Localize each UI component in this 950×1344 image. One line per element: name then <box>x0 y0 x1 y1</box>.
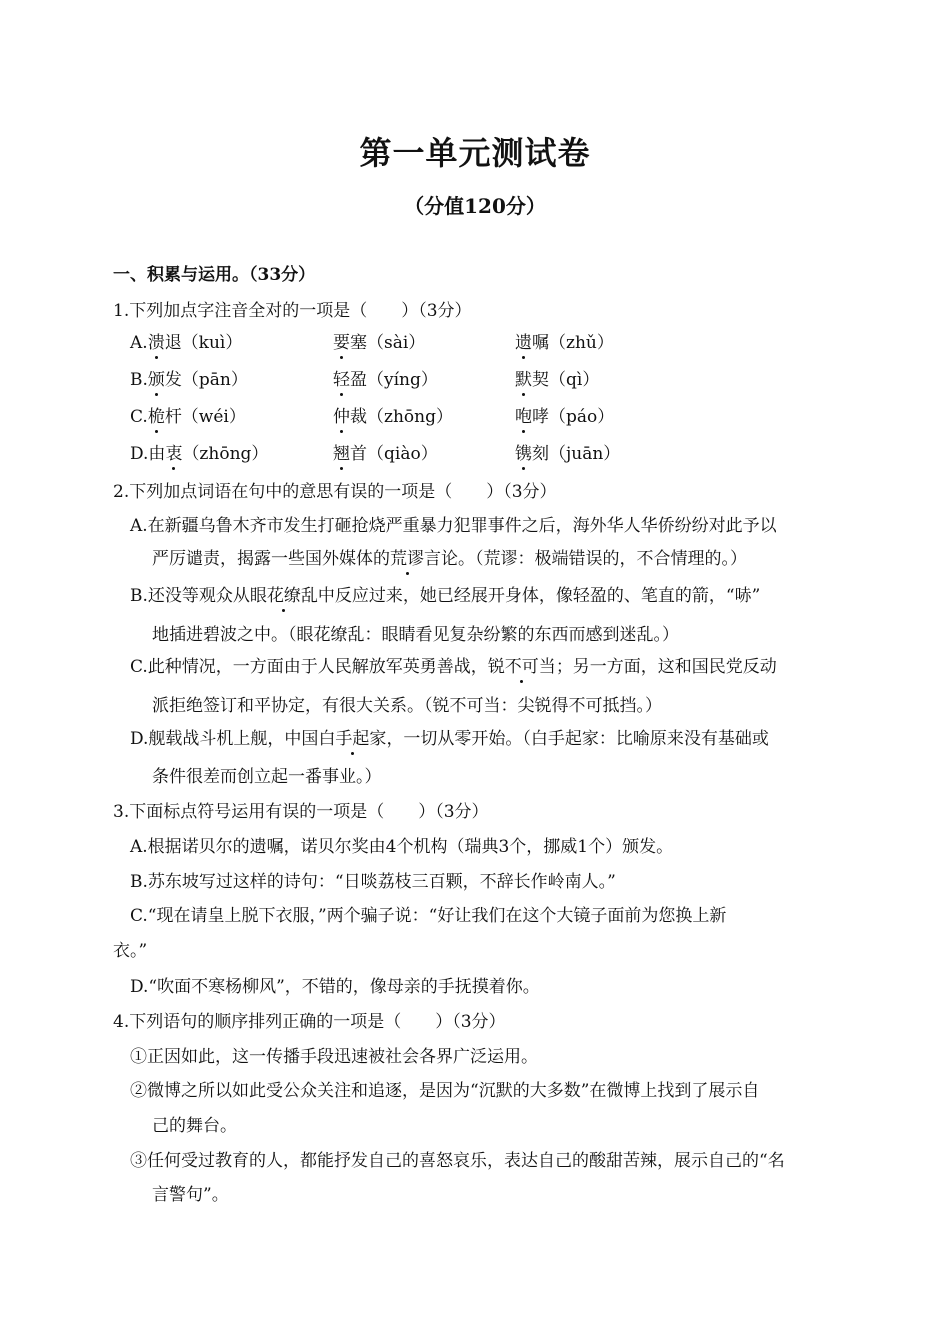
q1-option-b1: B.颁发（pān） <box>130 370 248 390</box>
q1-option-c3: 咆哮（páo） <box>515 407 615 427</box>
q1-option-b2: 轻盈（yíng） <box>333 370 438 390</box>
q3-option-c-line1: C.“现在请皇上脱下衣服，”两个骗子说：“好让我们在这个大镜子面前为您换上新 <box>130 906 727 926</box>
q1-option-a1: A.溃退（kuì） <box>130 333 243 353</box>
q1-option-c2: 仲裁（zhōng） <box>333 407 453 427</box>
q3-option-d: D.“吹面不寒杨柳风”，不错的，像母亲的手抚摸着你。 <box>130 977 540 997</box>
q1-option-d1: D.由衷（zhōng） <box>130 444 269 464</box>
page-subtitle: （分值120分） <box>404 194 546 218</box>
q2-option-c-line2: 派拒绝签订和平协定，有很大关系。（锐不可当：尖锐得不可抵挡。） <box>152 696 662 716</box>
q4-sentence-1: ①正因如此，这一传播手段迅速被社会各界广泛运用。 <box>130 1047 538 1067</box>
q2-option-a-line1: A.在新疆乌鲁木齐市发生打砸抢烧严重暴力犯罪事件之后，海外华人华侨纷纷对此予以 <box>130 516 777 536</box>
q3-stem: 3.下面标点符号运用有误的一项是（ ）（3分） <box>113 802 489 822</box>
section-heading: 一、积累与运用。（33分） <box>113 265 316 285</box>
q1-option-a2: 要塞（sài） <box>333 333 426 353</box>
q1-option-a3: 遗嘱（zhǔ） <box>515 333 614 353</box>
q2-option-a-line2: 严厉谴责，揭露一些国外媒体的荒谬言论。（荒谬：极端错误的，不合情理的。） <box>152 549 747 569</box>
q4-sentence-2-line2: 己的舞台。 <box>152 1116 237 1136</box>
q3-option-c-line2: 衣。” <box>113 941 148 961</box>
q2-option-d-line1: D.舰载战斗机上舰，中国白手起家，一切从零开始。（白手起家：比喻原来没有基础或 <box>130 729 769 749</box>
q3-option-b: B.苏东坡写过这样的诗句：“日啖荔枝三百颗，不辞长作岭南人。” <box>130 872 616 892</box>
q3-option-a: A.根据诺贝尔的遗嘱，诺贝尔奖由4个机构（瑞典3个，挪威1个）颁发。 <box>130 837 674 857</box>
q2-option-c-line1: C.此种情况，一方面由于人民解放军英勇善战，锐不可当；另一方面，这和国民党反动 <box>130 657 777 677</box>
q1-option-d3: 镌刻（juān） <box>515 444 621 464</box>
q1-option-b3: 默契（qì） <box>515 370 600 390</box>
q4-sentence-2-line1: ②微博之所以如此受公众关注和追逐，是因为“沉默的大多数”在微博上找到了展示自 <box>130 1081 760 1101</box>
q2-stem: 2.下列加点词语在句中的意思有误的一项是（ ）（3分） <box>113 482 557 502</box>
q1-stem: 1.下列加点字注音全对的一项是（ ）（3分） <box>113 301 472 321</box>
q2-option-d-line2: 条件很差而创立起一番事业。） <box>152 767 382 787</box>
page-title: 第一单元测试卷 <box>359 134 591 172</box>
q4-stem: 4.下列语句的顺序排列正确的一项是（ ）（3分） <box>113 1012 506 1032</box>
q2-option-b-line2: 地插进碧波之中。（眼花缭乱：眼睛看见复杂纷繁的东西而感到迷乱。） <box>152 625 679 645</box>
q4-sentence-3-line1: ③任何受过教育的人，都能抒发自己的喜怒哀乐，表达自己的酸甜苦辣，展示自己的“名 <box>130 1151 785 1171</box>
q1-option-c1: C.桅杆（wéi） <box>130 407 246 427</box>
q2-option-b-line1: B.还没等观众从眼花缭乱中反应过来，她已经展开身体，像轻盈的、笔直的箭，“哧” <box>130 586 761 606</box>
q1-option-d2: 翘首（qiào） <box>333 444 438 464</box>
q4-sentence-3-line2: 言警句”。 <box>152 1185 229 1205</box>
